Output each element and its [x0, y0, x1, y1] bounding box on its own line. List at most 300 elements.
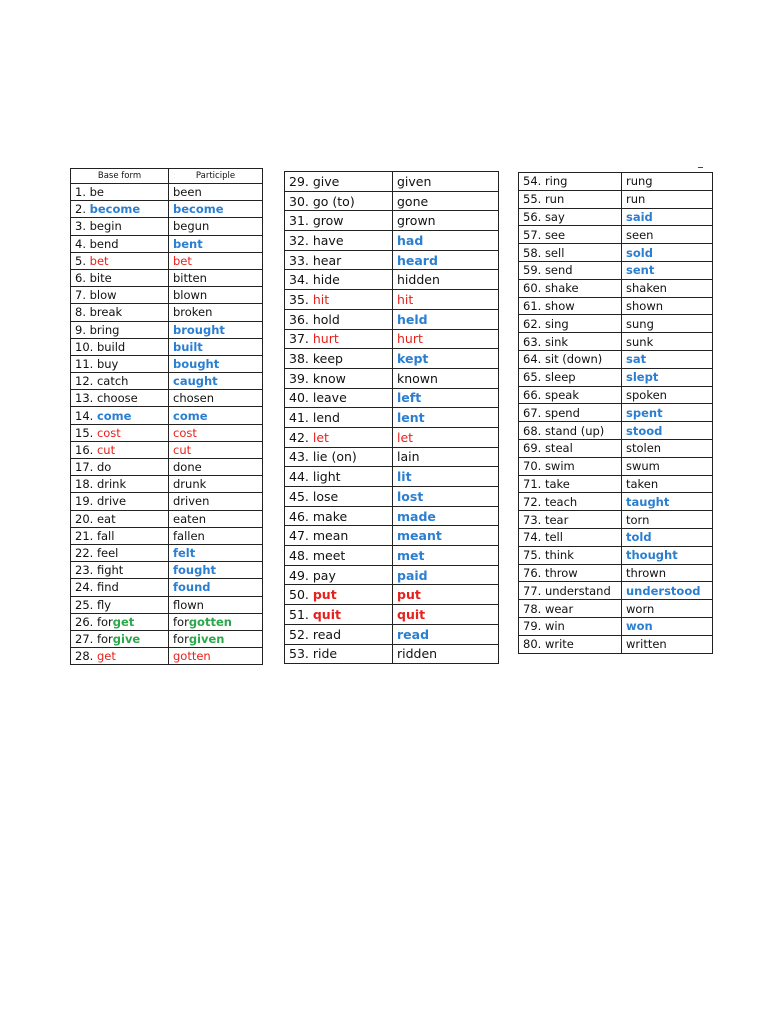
verb-text: hurt — [397, 331, 423, 347]
participle-cell — [393, 290, 499, 310]
verb-text: sent — [626, 263, 655, 278]
verb-text: 16. — [75, 442, 97, 457]
table-row — [71, 235, 263, 252]
verb-text: put — [397, 587, 421, 603]
participle-cell — [393, 388, 499, 408]
verb-text: 17. do — [75, 460, 112, 475]
verb-text: 71. take — [523, 476, 570, 491]
participle-cell — [393, 585, 499, 605]
verb-text: stood — [626, 423, 663, 438]
base-form-cell — [71, 235, 169, 252]
verb-text: bet — [89, 253, 109, 268]
participle-cell — [169, 338, 263, 355]
table-header-row — [71, 169, 263, 184]
participle-cell — [169, 459, 263, 476]
verb-text: 67. spend — [523, 405, 580, 420]
table-row — [285, 565, 499, 585]
participle-cell — [393, 191, 499, 211]
table-row — [285, 447, 499, 467]
table-row — [519, 564, 713, 582]
base-form-cell — [71, 390, 169, 407]
participle-cell — [169, 424, 263, 441]
verb-text: 9. bring — [75, 322, 120, 337]
verb-text: 59. send — [523, 263, 573, 278]
participle-cell — [393, 172, 499, 192]
table-row — [71, 184, 263, 201]
base-form-cell — [285, 408, 393, 428]
verb-text: torn — [626, 512, 650, 527]
participle-cell — [622, 528, 713, 546]
verb-text: been — [173, 185, 202, 200]
verb-text: spent — [626, 405, 663, 420]
verb-text: 50. — [289, 587, 313, 603]
base-form-cell — [519, 528, 622, 546]
verb-text: grown — [397, 213, 436, 229]
base-form-cell — [285, 231, 393, 251]
verb-text: understood — [626, 583, 701, 598]
verb-text: broken — [173, 305, 213, 320]
verb-text: 19. drive — [75, 494, 127, 509]
participle-cell — [622, 208, 713, 226]
participle-cell — [169, 527, 263, 544]
verb-text: met — [397, 547, 425, 563]
participle-cell — [169, 373, 263, 390]
verb-text: given — [397, 173, 432, 189]
verb-text: 68. stand (up) — [523, 423, 605, 438]
participle-cell — [169, 321, 263, 338]
verb-text: 73. tear — [523, 512, 569, 527]
table-row — [285, 349, 499, 369]
verb-text: 21. fall — [75, 528, 115, 543]
base-form-cell — [519, 422, 622, 440]
verb-text: paid — [397, 567, 428, 583]
participle-cell — [622, 350, 713, 368]
verb-table-2 — [284, 171, 499, 664]
base-form-cell — [71, 252, 169, 269]
base-form-cell — [71, 459, 169, 476]
base-form-cell — [285, 427, 393, 447]
verb-text: 46. make — [289, 508, 348, 524]
base-form-cell — [285, 290, 393, 310]
base-form-cell — [285, 526, 393, 546]
table-row — [519, 422, 713, 440]
verb-text: said — [626, 209, 653, 224]
verb-text: 79. win — [523, 619, 565, 634]
base-form-cell — [285, 565, 393, 585]
table-row — [519, 244, 713, 262]
verb-text: stolen — [626, 441, 662, 456]
table-row — [519, 261, 713, 279]
verb-text: sung — [626, 316, 654, 331]
verb-text: fought — [173, 563, 217, 578]
participle-cell — [393, 309, 499, 329]
verb-text: 75. think — [523, 548, 574, 563]
verb-text: 40. leave — [289, 390, 347, 406]
participle-cell — [169, 304, 263, 321]
verb-text: cut — [173, 442, 192, 457]
verb-text: 65. sleep — [523, 370, 576, 385]
table-row — [519, 617, 713, 635]
verb-text: done — [173, 460, 202, 475]
base-form-cell — [519, 226, 622, 244]
participle-cell — [622, 422, 713, 440]
verb-text: 62. sing — [523, 316, 569, 331]
participle-cell — [169, 355, 263, 372]
table-row — [285, 624, 499, 644]
base-form-cell — [519, 261, 622, 279]
verb-text: 31. grow — [289, 213, 344, 229]
participle-cell — [169, 269, 263, 286]
base-form-cell — [285, 467, 393, 487]
verb-text: come — [96, 408, 132, 423]
table-row — [285, 427, 499, 447]
verb-text: 52. read — [289, 626, 342, 642]
participle-cell — [622, 511, 713, 529]
verb-text: brought — [173, 322, 225, 337]
base-form-cell — [285, 172, 393, 192]
table-row — [519, 297, 713, 315]
verb-text: 55. run — [523, 192, 565, 207]
table-row — [519, 493, 713, 511]
table-row — [285, 605, 499, 625]
table-row — [519, 386, 713, 404]
table-row — [519, 368, 713, 386]
verb-text: 37. — [289, 331, 313, 347]
verb-text: written — [626, 637, 667, 652]
table-row — [71, 373, 263, 390]
corner-tick-mark — [698, 167, 703, 168]
base-form-cell — [71, 201, 169, 218]
verb-text: worn — [626, 601, 655, 616]
base-form-cell — [285, 329, 393, 349]
verb-text: 41. lend — [289, 410, 340, 426]
verb-text: give — [112, 631, 141, 646]
base-form-cell — [519, 600, 622, 618]
participle-cell — [169, 648, 263, 665]
base-form-cell — [285, 250, 393, 270]
base-form-cell — [519, 244, 622, 262]
verb-text: 23. fight — [75, 563, 124, 578]
participle-cell — [169, 390, 263, 407]
participle-cell — [393, 270, 499, 290]
base-form-cell — [71, 407, 169, 424]
verb-text: hurt — [312, 331, 339, 347]
verb-text: built — [173, 339, 203, 354]
base-form-cell — [285, 506, 393, 526]
verb-text: 69. steal — [523, 441, 573, 456]
participle-cell — [169, 630, 263, 647]
verb-text: had — [397, 232, 424, 248]
participle-cell — [393, 565, 499, 585]
table-row — [519, 173, 713, 191]
table-row — [71, 269, 263, 286]
participle-cell — [393, 368, 499, 388]
base-form-cell — [285, 349, 393, 369]
table-row — [71, 579, 263, 596]
base-form-cell — [519, 333, 622, 351]
base-form-cell — [71, 338, 169, 355]
verb-text: taken — [626, 476, 659, 491]
participle-cell — [169, 579, 263, 596]
base-form-cell — [519, 635, 622, 653]
base-form-cell — [519, 617, 622, 635]
verb-text: rung — [626, 174, 653, 189]
verb-text: let — [312, 429, 329, 445]
verb-text: come — [173, 408, 208, 423]
base-form-cell — [519, 404, 622, 422]
base-form-cell — [285, 585, 393, 605]
verb-text: drunk — [173, 477, 207, 492]
base-form-cell — [285, 191, 393, 211]
participle-cell — [622, 279, 713, 297]
base-form-cell — [71, 493, 169, 510]
verb-text: sunk — [626, 334, 654, 349]
verb-text: 29. give — [289, 173, 340, 189]
table-row — [285, 191, 499, 211]
table-row — [519, 190, 713, 208]
participle-cell — [393, 506, 499, 526]
verb-text: held — [397, 311, 428, 327]
verb-text: 18. drink — [75, 477, 127, 492]
verb-text: 14. — [75, 408, 97, 423]
base-form-cell — [285, 388, 393, 408]
verb-text: 11. buy — [75, 356, 119, 371]
table-row — [285, 309, 499, 329]
table-row — [71, 544, 263, 561]
table-row — [285, 211, 499, 231]
table-row — [71, 390, 263, 407]
table-row — [519, 333, 713, 351]
table-row — [71, 527, 263, 544]
participle-cell — [393, 231, 499, 251]
table-row — [71, 476, 263, 493]
verb-text: 43. lie (on) — [289, 449, 357, 465]
verb-text: 54. ring — [523, 174, 568, 189]
base-form-cell — [71, 510, 169, 527]
verb-text: bought — [173, 356, 220, 371]
verb-text: 49. pay — [289, 567, 336, 583]
participle-cell — [622, 297, 713, 315]
table-row — [71, 252, 263, 269]
verb-text: 39. know — [289, 370, 346, 386]
verb-text: won — [626, 619, 653, 634]
verb-text: hit — [397, 291, 414, 307]
table-row — [519, 600, 713, 618]
base-form-cell — [71, 218, 169, 235]
verb-text: hidden — [397, 272, 440, 288]
verb-text: 34. hide — [289, 272, 340, 288]
participle-cell — [393, 349, 499, 369]
base-form-cell — [71, 596, 169, 613]
verb-text: become — [89, 202, 141, 217]
table-row — [285, 526, 499, 546]
table-row — [71, 630, 263, 647]
verb-text: blown — [173, 288, 208, 303]
base-form-cell — [519, 315, 622, 333]
participle-cell — [169, 562, 263, 579]
verb-text: 13. choose — [75, 391, 138, 406]
participle-cell — [622, 600, 713, 618]
table-row — [71, 493, 263, 510]
participle-cell — [169, 184, 263, 201]
verb-text: 56. say — [523, 209, 565, 224]
participle-cell — [622, 493, 713, 511]
base-form-cell — [519, 475, 622, 493]
verb-text: meant — [397, 528, 442, 544]
base-form-cell — [519, 546, 622, 564]
verb-text: driven — [173, 494, 210, 509]
verb-text: bent — [173, 236, 203, 251]
verb-text: 51. — [289, 606, 313, 622]
verb-text: become — [173, 202, 224, 217]
verb-text: 38. keep — [289, 351, 343, 367]
table-row — [285, 368, 499, 388]
verb-text: thought — [626, 548, 678, 563]
base-form-cell — [285, 546, 393, 566]
verb-text: 33. hear — [289, 252, 342, 268]
verb-text: 61. show — [523, 298, 575, 313]
table-row — [519, 439, 713, 457]
verb-text: kept — [397, 351, 429, 367]
verb-text: swum — [626, 459, 660, 474]
verb-text: caught — [173, 374, 218, 389]
participle-cell — [393, 427, 499, 447]
participle-cell — [169, 201, 263, 218]
base-form-cell — [71, 269, 169, 286]
base-form-cell — [285, 270, 393, 290]
table-row — [519, 546, 713, 564]
base-form-cell — [71, 321, 169, 338]
participle-cell — [622, 457, 713, 475]
verb-table-3 — [518, 172, 713, 654]
verb-text: 28. — [75, 649, 97, 664]
participle-cell — [169, 596, 263, 613]
verb-text: 72. teach — [523, 494, 578, 509]
base-form-cell — [519, 173, 622, 191]
base-form-cell — [519, 439, 622, 457]
verb-text: 66. speak — [523, 387, 580, 402]
table-row — [71, 321, 263, 338]
participle-cell — [622, 439, 713, 457]
base-form-cell — [71, 355, 169, 372]
verb-text: lain — [397, 449, 420, 465]
table-row — [519, 457, 713, 475]
verb-text: begun — [173, 219, 210, 234]
table-row — [71, 510, 263, 527]
verb-text: sat — [626, 352, 647, 367]
verb-text: 27. for — [75, 631, 113, 646]
verb-text: taught — [626, 494, 670, 509]
base-form-cell — [71, 476, 169, 493]
base-form-cell — [285, 447, 393, 467]
verb-text: 53. ride — [289, 646, 338, 662]
verb-text: 20. eat — [75, 511, 116, 526]
base-form-cell — [285, 624, 393, 644]
participle-cell — [622, 333, 713, 351]
participle-cell — [622, 404, 713, 422]
verb-text: gone — [397, 193, 429, 209]
verb-text: 24. find — [75, 580, 119, 595]
participle-cell — [169, 544, 263, 561]
verb-text: given — [188, 631, 225, 646]
table-row — [519, 511, 713, 529]
participle-cell — [393, 605, 499, 625]
verb-text: 77. understand — [523, 583, 611, 598]
participle-cell — [622, 261, 713, 279]
table-row — [519, 582, 713, 600]
verb-text: lent — [397, 410, 425, 426]
table-row — [285, 172, 499, 192]
base-form-cell — [285, 368, 393, 388]
verb-text: 25. fly — [75, 597, 111, 612]
base-form-cell — [519, 368, 622, 386]
base-form-cell — [519, 350, 622, 368]
verb-text: 36. hold — [289, 311, 340, 327]
base-form-cell — [71, 630, 169, 647]
verb-text: shaken — [626, 281, 667, 296]
table-row — [285, 546, 499, 566]
participle-cell — [622, 226, 713, 244]
table-row — [71, 562, 263, 579]
table-row — [285, 487, 499, 507]
participle-cell — [622, 386, 713, 404]
table-row — [285, 231, 499, 251]
verb-text: bet — [173, 253, 192, 268]
participle-cell — [169, 407, 263, 424]
participle-cell — [393, 211, 499, 231]
participle-cell — [622, 546, 713, 564]
verb-text: known — [397, 370, 438, 386]
verb-text: 70. swim — [523, 459, 575, 474]
verb-text: 57. see — [523, 227, 566, 242]
table-row — [285, 408, 499, 428]
verb-text: 2. — [75, 202, 90, 217]
verb-text: 12. catch — [75, 374, 129, 389]
verb-text: get — [96, 649, 116, 664]
verb-text: hit — [312, 291, 330, 307]
verb-text: sold — [626, 245, 653, 260]
verb-text: cost — [173, 425, 197, 440]
verb-text: cost — [96, 425, 121, 440]
participle-cell — [169, 441, 263, 458]
table-row — [71, 459, 263, 476]
verb-text: shown — [626, 298, 664, 313]
participle-cell — [169, 218, 263, 235]
verb-text: 8. break — [75, 305, 123, 320]
table-row — [285, 585, 499, 605]
base-form-cell — [519, 208, 622, 226]
verb-text: 30. go (to) — [289, 193, 355, 209]
participle-cell — [169, 493, 263, 510]
verb-text: 1. be — [75, 185, 105, 200]
table-row — [285, 467, 499, 487]
participle-cell — [393, 526, 499, 546]
verb-text: seen — [626, 227, 654, 242]
verb-text: found — [173, 580, 211, 595]
base-form-cell — [285, 309, 393, 329]
table-row — [71, 201, 263, 218]
participle-cell — [393, 546, 499, 566]
verb-text: 3. begin — [75, 219, 122, 234]
verb-text: 76. throw — [523, 565, 578, 580]
verb-text: 7. blow — [75, 288, 117, 303]
table-row — [519, 635, 713, 653]
verb-text: 45. lose — [289, 488, 339, 504]
verb-text: 15. — [75, 425, 97, 440]
verb-text: 63. sink — [523, 334, 569, 349]
verb-text: 47. mean — [289, 528, 349, 544]
participle-cell — [622, 190, 713, 208]
